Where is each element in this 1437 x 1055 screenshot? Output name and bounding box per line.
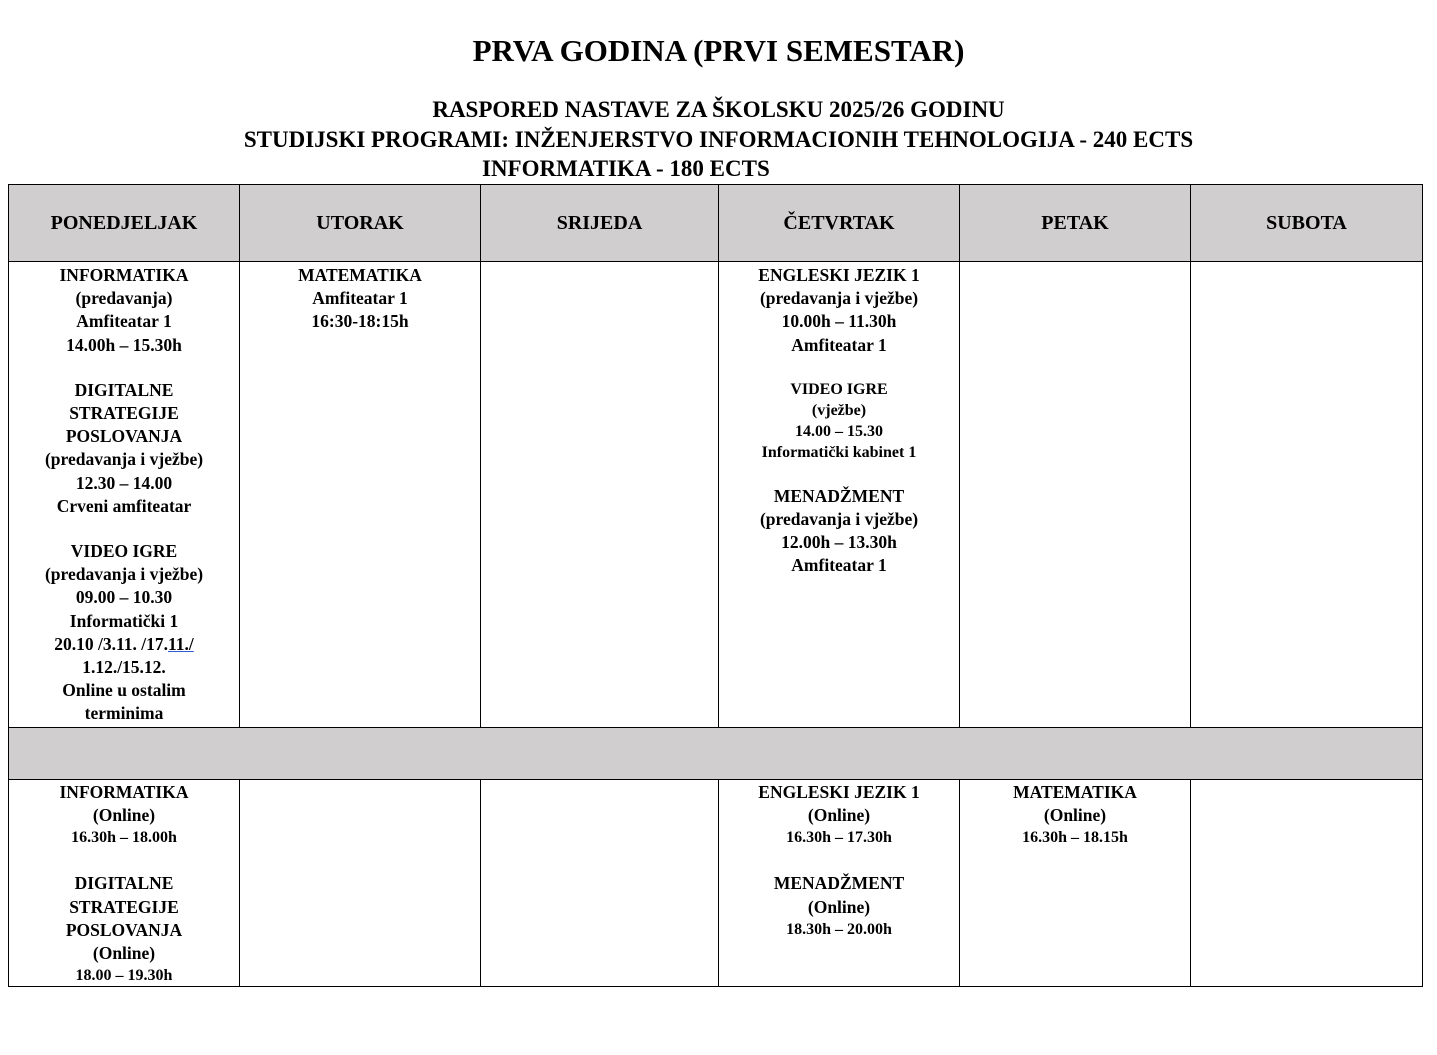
class-type: (predavanja i vježbe) bbox=[44, 564, 204, 585]
class-time: 16.30h – 18.00h bbox=[71, 829, 177, 847]
class-entry-digitalne-strategije bbox=[9, 379, 239, 518]
class-time: 18.30h – 20.00h bbox=[786, 920, 892, 938]
separator-row bbox=[9, 728, 1423, 780]
class-room: Crveni amfiteatar bbox=[56, 495, 192, 516]
class-entry-engleski-jezik bbox=[719, 264, 959, 357]
separator-cell bbox=[9, 728, 1423, 780]
class-dates bbox=[9, 633, 239, 656]
course-name: STRATEGIJE bbox=[69, 896, 179, 917]
class-type: (Online) bbox=[807, 896, 871, 917]
course-name: MENADŽMENT bbox=[773, 485, 905, 506]
cell-monday bbox=[9, 262, 240, 728]
class-room: Amfiteatar 1 bbox=[791, 334, 887, 355]
course-name: ENGLESKI JEZIK 1 bbox=[758, 782, 920, 802]
cell-tuesday bbox=[240, 262, 481, 728]
class-time: 12.00h – 13.30h bbox=[781, 532, 897, 553]
day-header-wednesday: SRIJEDA bbox=[481, 185, 719, 262]
schedule-heading: RASPORED NASTAVE ZA ŠKOLSKU 2025/26 GODINU bbox=[432, 97, 1005, 122]
class-room: Informatički kabinet 1 bbox=[761, 443, 917, 461]
cell-thursday bbox=[719, 262, 960, 728]
class-entry-digitalne-strategije-online bbox=[9, 872, 239, 986]
class-room: Amfiteatar 1 bbox=[76, 311, 172, 332]
class-type: (predavanja i vježbe) bbox=[44, 449, 204, 470]
class-type: (predavanja) bbox=[75, 288, 173, 309]
class-type: (predavanja i vježbe) bbox=[759, 288, 919, 309]
header-row bbox=[9, 185, 1423, 262]
course-name: DIGITALNE bbox=[74, 873, 174, 894]
class-entry-informatika-online bbox=[9, 781, 239, 848]
class-note: Online u ostalim bbox=[62, 680, 186, 701]
schedule-row-morning bbox=[9, 262, 1423, 728]
class-room: Informatički 1 bbox=[69, 610, 179, 631]
day-header-tuesday: UTORAK bbox=[240, 185, 481, 262]
cell-friday-online bbox=[960, 780, 1191, 987]
cell-friday bbox=[960, 262, 1191, 728]
class-entry-matematika bbox=[240, 264, 480, 334]
course-name: POSLOVANJA bbox=[65, 919, 183, 940]
dates-text: 20.10 /3.11. /17. bbox=[54, 633, 168, 654]
class-time: 16.30h – 17.30h bbox=[786, 829, 892, 847]
class-type: (vježbe) bbox=[811, 401, 867, 419]
course-name: INFORMATIKA bbox=[59, 265, 189, 285]
course-name: MATEMATIKA bbox=[298, 265, 422, 285]
day-header-friday: PETAK bbox=[960, 185, 1191, 262]
class-time: 09.00 – 10.30 bbox=[75, 587, 173, 608]
class-time: 16.30h – 18.15h bbox=[1022, 829, 1128, 847]
class-time: 12.30 – 14.00 bbox=[75, 472, 173, 493]
class-type: (Online) bbox=[92, 943, 156, 964]
study-program-informatika: INFORMATIKA - 180 ECTS bbox=[482, 156, 770, 181]
class-room: Amfiteatar 1 bbox=[791, 555, 887, 576]
class-note: terminima bbox=[84, 703, 164, 724]
schedule-row-online bbox=[9, 780, 1423, 987]
cell-monday-online bbox=[9, 780, 240, 987]
class-type: (Online) bbox=[1043, 805, 1107, 826]
class-type: (Online) bbox=[807, 805, 871, 826]
course-name: ENGLESKI JEZIK 1 bbox=[758, 265, 920, 285]
class-entry-video-igre bbox=[9, 540, 239, 726]
class-type: (Online) bbox=[92, 805, 156, 826]
course-name: DIGITALNE bbox=[74, 379, 174, 400]
study-programs-line: STUDIJSKI PROGRAMI: INŽENJERSTVO INFORMACIONIH TEHNOLOGIJA - 240 ECTS bbox=[243, 127, 1194, 152]
class-entry-video-igre bbox=[719, 379, 959, 463]
course-name: VIDEO IGRE bbox=[70, 541, 178, 562]
class-time: 16:30-18:15h bbox=[311, 311, 409, 332]
cell-wednesday bbox=[481, 262, 719, 728]
class-dates: 1.12./15.12. bbox=[82, 657, 166, 678]
cell-thursday-online bbox=[719, 780, 960, 987]
class-room: Amfiteatar 1 bbox=[312, 288, 408, 309]
day-header-thursday: ČETVRTAK bbox=[719, 185, 960, 262]
schedule-table bbox=[8, 184, 1423, 987]
class-entry-matematika-online bbox=[960, 781, 1190, 848]
class-entry-informatika bbox=[9, 264, 239, 357]
class-entry-menadzment-online bbox=[719, 872, 959, 939]
cell-wednesday-online bbox=[481, 780, 719, 987]
page-title: PRVA GODINA (PRVI SEMESTAR) bbox=[472, 33, 965, 68]
class-time: 10.00h – 11.30h bbox=[781, 311, 897, 332]
course-name: MENADŽMENT bbox=[773, 873, 905, 894]
class-time: 14.00 – 15.30 bbox=[795, 422, 883, 440]
course-name: POSLOVANJA bbox=[65, 426, 183, 447]
class-entry-engleski-jezik-online bbox=[719, 781, 959, 848]
course-name: INFORMATIKA bbox=[59, 782, 189, 802]
course-name: MATEMATIKA bbox=[1013, 782, 1137, 802]
class-type: (predavanja i vježbe) bbox=[759, 509, 919, 530]
class-time: 18.00 – 19.30h bbox=[75, 967, 173, 985]
day-header-saturday: SUBOTA bbox=[1191, 185, 1423, 262]
dates-text-underlined: 11./ bbox=[167, 633, 194, 654]
cell-saturday-online bbox=[1191, 780, 1423, 987]
day-header-monday: PONEDJELJAK bbox=[9, 185, 240, 262]
course-name: STRATEGIJE bbox=[69, 403, 179, 424]
class-entry-menadzment bbox=[719, 485, 959, 578]
class-time: 14.00h – 15.30h bbox=[66, 334, 182, 355]
cell-tuesday-online bbox=[240, 780, 481, 987]
course-name: VIDEO IGRE bbox=[790, 380, 888, 398]
cell-saturday bbox=[1191, 262, 1423, 728]
